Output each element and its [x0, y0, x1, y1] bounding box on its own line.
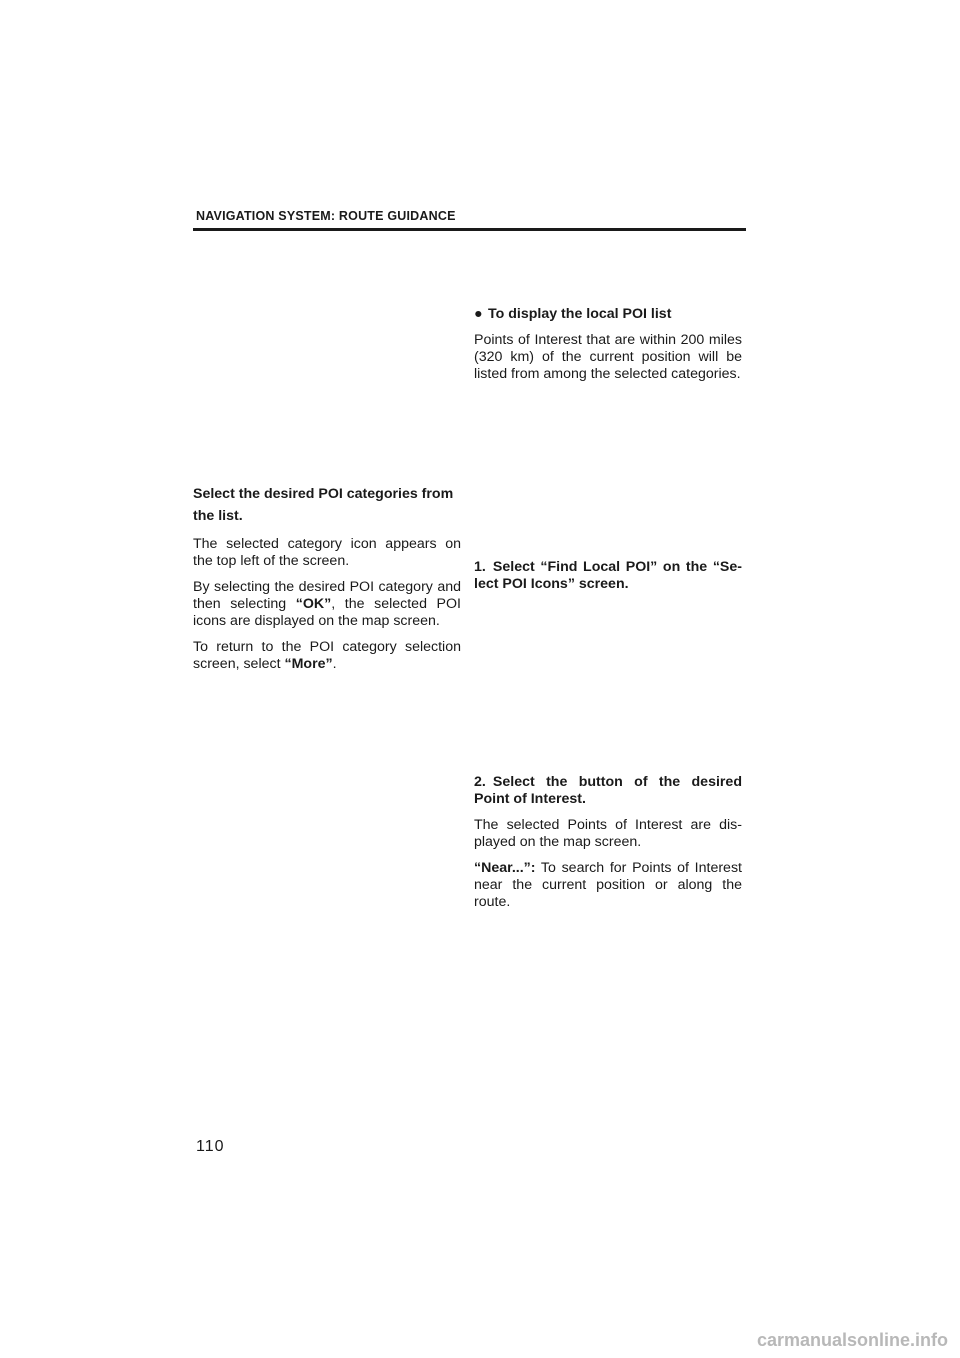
left-heading	[193, 483, 461, 527]
right-intro-para: Points of Interest that are within 200 miles (320 km) of the current position will be listed from among the selected categories.	[474, 332, 742, 382]
left-para-1: The selected category icon appears on the top left of the screen.	[193, 536, 461, 569]
left-heading-line1: Select the desired POI categories from	[193, 486, 454, 502]
page-header-title: NAVIGATION SYSTEM: ROUTE GUIDANCE	[196, 209, 456, 223]
left-column	[193, 483, 461, 682]
left-para-3-text-c: .	[332, 656, 337, 672]
left-para-2-text-c: , the selected POI icons are displayed on the map screen.	[193, 596, 461, 629]
bullet-heading	[474, 306, 742, 323]
right-block-step-1	[474, 559, 742, 602]
ok-term: “OK”	[295, 596, 332, 612]
more-term: “More”	[284, 656, 333, 672]
left-para-3	[193, 639, 461, 673]
near-text: To search for Points of Interest near the current position or along the route.	[474, 860, 742, 910]
near-term: “Near...”:	[474, 860, 536, 876]
right-block-local-poi	[474, 306, 742, 392]
step-2: 2. Select the button of the desired Point of Interest.	[474, 774, 742, 807]
bullet-icon: ●	[474, 306, 483, 322]
step-1: 1. Select “Find Local POI” on the “Se- lect POI Icons” screen.	[474, 559, 742, 592]
page-number: 110	[196, 1138, 225, 1155]
header-rule	[193, 228, 746, 231]
bullet-heading-text: To display the local POI list	[488, 306, 672, 322]
left-para-2-text-a: By selecting the desired POI category and then selecting	[193, 579, 461, 612]
left-para-3-text-a: To return to the POI category selection screen, select	[193, 639, 461, 672]
step-2-para: The selected Points of Interest are dis- played on the map screen.	[474, 817, 742, 850]
near-para	[474, 860, 742, 911]
watermark: carmanualsonline.info	[756, 1330, 948, 1350]
left-para-2	[193, 579, 461, 630]
left-heading-line2: the list.	[193, 508, 243, 524]
right-block-step-2	[474, 774, 742, 920]
